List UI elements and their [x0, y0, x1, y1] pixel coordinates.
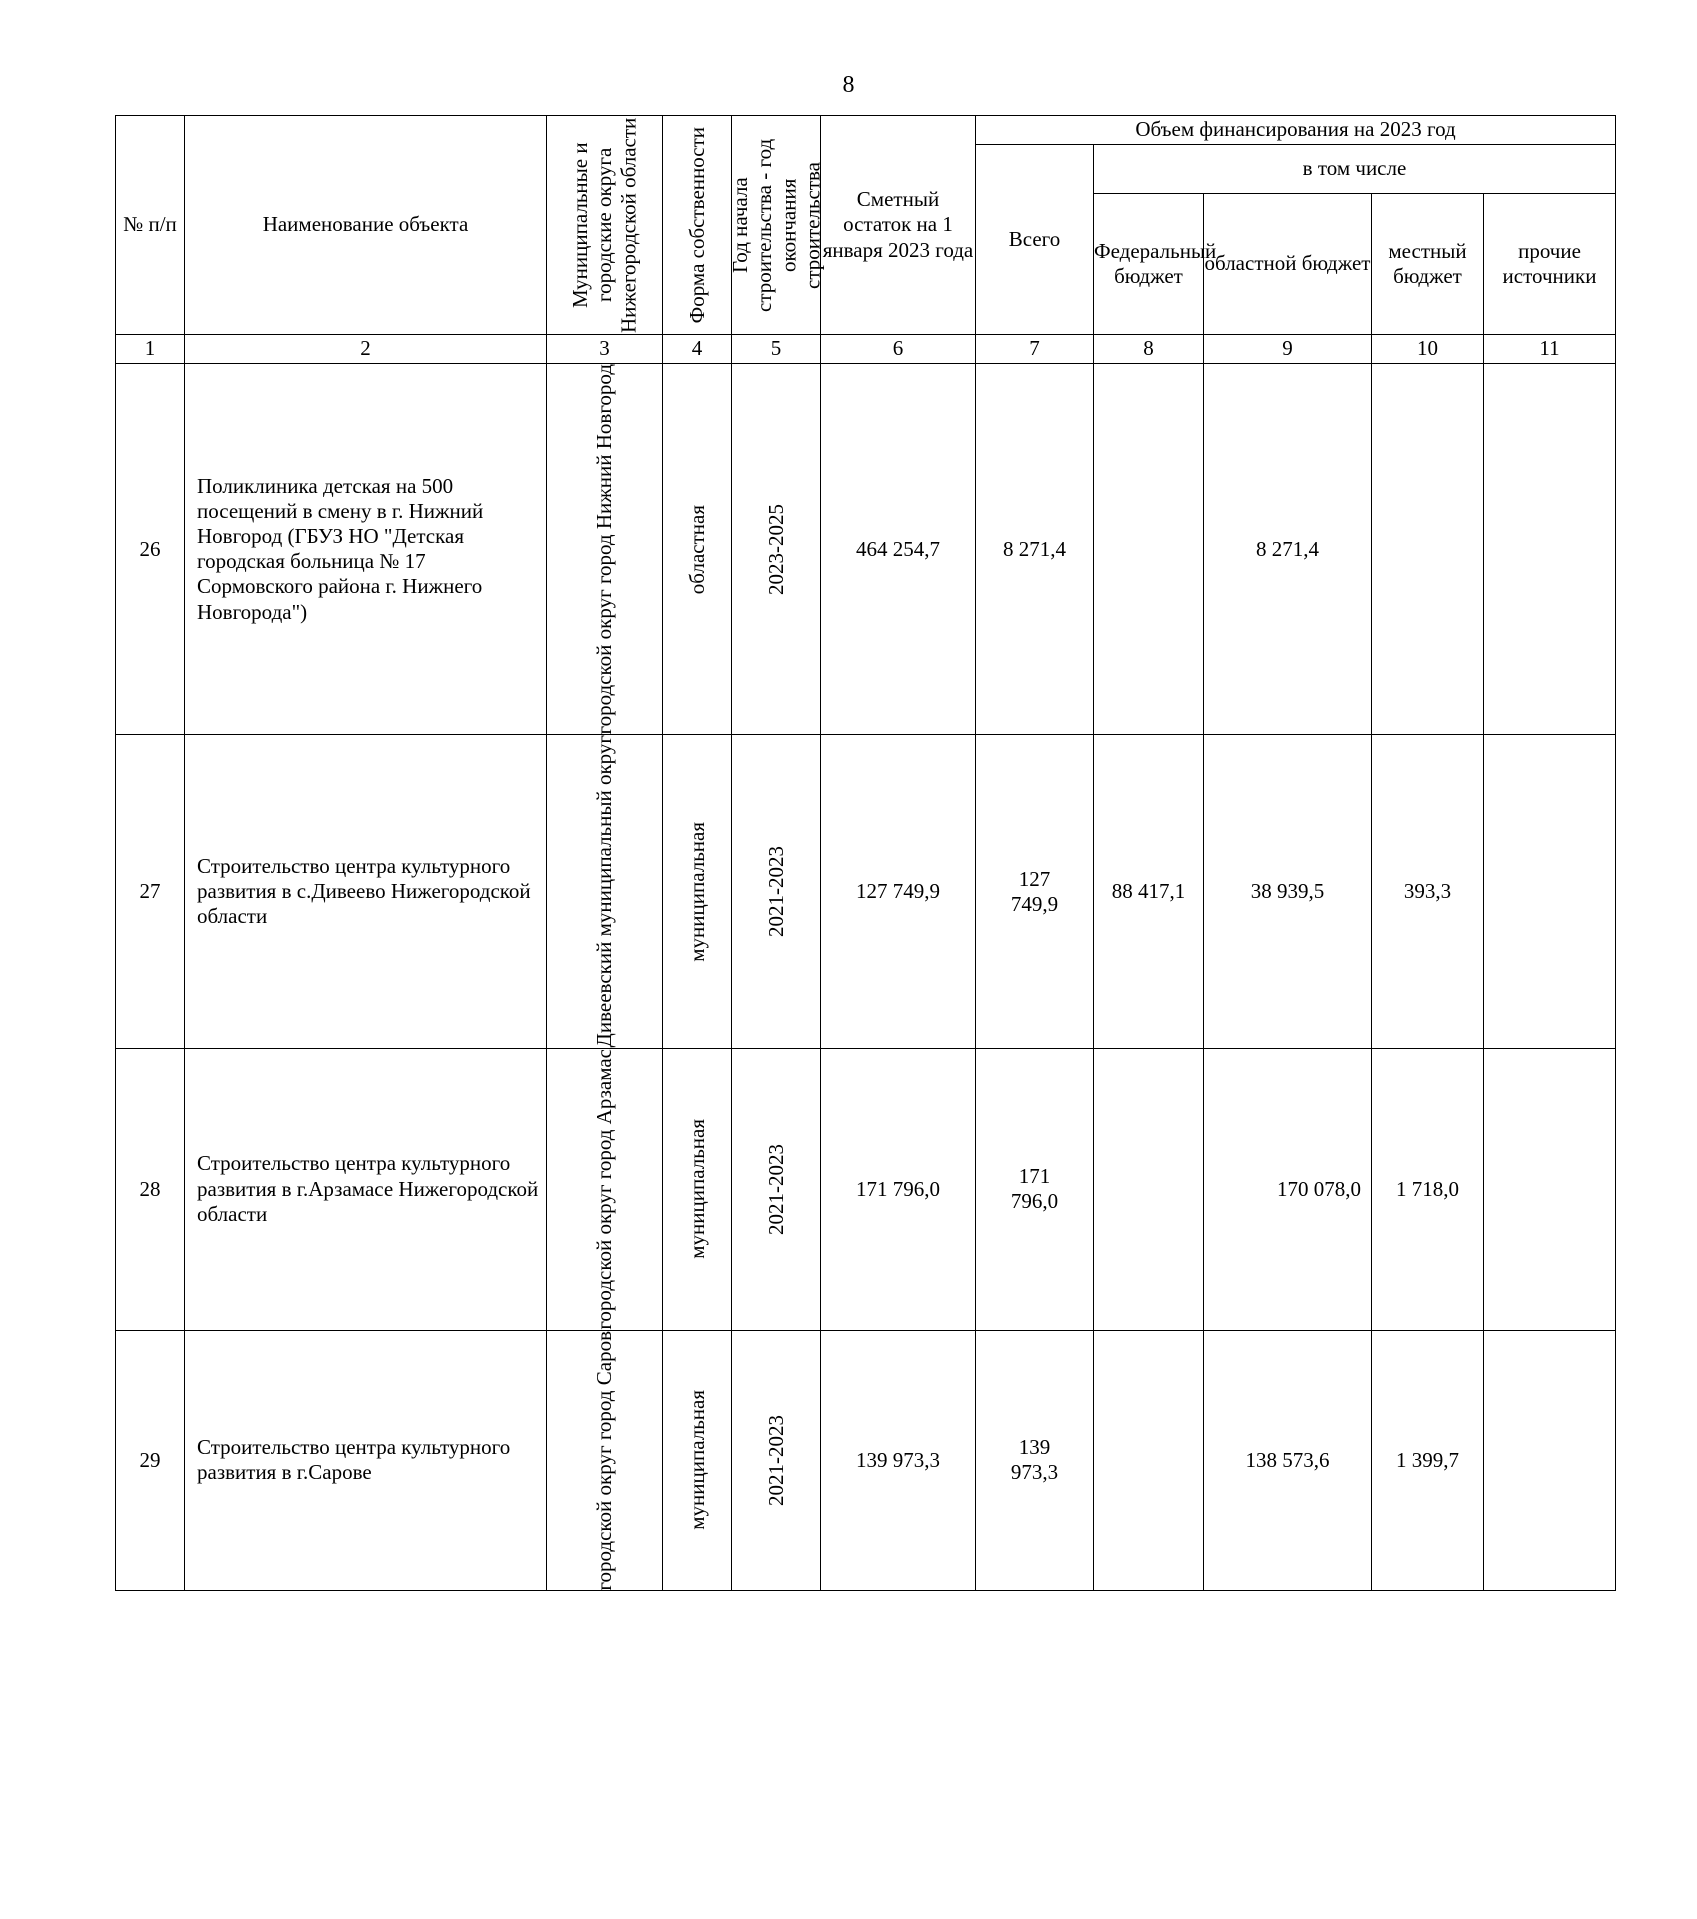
object-name: Строительство центра культурного развития в с.Дивеево Нижегородской области [185, 735, 547, 1048]
column-number: 3 [547, 335, 663, 364]
remainder-value: 171 796,0 [821, 1048, 976, 1330]
local-value [1372, 364, 1484, 735]
district-cell [547, 735, 663, 1048]
district-text: городской округ город Арзамас [592, 1048, 617, 1330]
column-number: 11 [1484, 335, 1616, 364]
total-value: 139 973,3 [976, 1330, 1094, 1591]
ownership-cell [663, 1330, 732, 1591]
header-years [727, 116, 825, 335]
total-value: 127 749,9 [976, 735, 1094, 1048]
column-number: 8 [1094, 335, 1204, 364]
years-text: 2021-2023 [763, 1143, 788, 1235]
other-value [1484, 1048, 1616, 1330]
other-value [1484, 735, 1616, 1048]
federal-value [1094, 364, 1204, 735]
years-text: 2021-2023 [763, 846, 788, 938]
federal-value: 88 417,1 [1094, 735, 1204, 1048]
local-value: 393,3 [1372, 735, 1484, 1048]
column-number-row [116, 335, 1616, 364]
header-years-text: Год начала строительства - год окончания строительства [727, 138, 825, 312]
district-text: городской округ город Саров [592, 1330, 617, 1591]
ownership-text: муниципальная [684, 1390, 709, 1531]
ownership-cell [663, 735, 732, 1048]
years-cell [732, 1330, 821, 1591]
ownership-cell [663, 1048, 732, 1330]
years-text: 2023-2025 [763, 503, 788, 595]
federal-value [1094, 1048, 1204, 1330]
table-row [116, 1048, 1616, 1330]
header-federal: Федеральный бюджет [1094, 194, 1204, 335]
regional-value: 138 573,6 [1204, 1330, 1372, 1591]
row-number: 26 [116, 364, 185, 735]
header-local: местный бюджет [1372, 194, 1484, 335]
row-number: 28 [116, 1048, 185, 1330]
row-number: 29 [116, 1330, 185, 1591]
column-number: 1 [116, 335, 185, 364]
column-number: 6 [821, 335, 976, 364]
local-value: 1 718,0 [1372, 1048, 1484, 1330]
header-number: № п/п [116, 116, 185, 335]
table-row [116, 735, 1616, 1048]
header-funding-group: Объем финансирования на 2023 год [976, 116, 1616, 145]
federal-value [1094, 1330, 1204, 1591]
column-number: 4 [663, 335, 732, 364]
district-cell [547, 1330, 663, 1591]
header-total: Всего [976, 145, 1094, 335]
column-number: 10 [1372, 335, 1484, 364]
header-district-text: Муниципальные и городские округа Нижегородской области [568, 117, 641, 333]
object-name: Поликлиника детская на 500 посещений в смену в г. Нижний Новгород (ГБУЗ НО "Детская городская больница № 17 Сормовского района г. Нижнего Новгорода") [185, 364, 547, 735]
header-object-name: Наименование объекта [185, 116, 547, 335]
district-text: городской округ город Нижний Новгород [592, 364, 617, 735]
header-other: прочие источники [1484, 194, 1616, 335]
object-name: Строительство центра культурного развития в г.Сарове [185, 1330, 547, 1591]
regional-value: 8 271,4 [1204, 364, 1372, 735]
district-cell [547, 1048, 663, 1330]
header-remainder: Сметный остаток на 1 января 2023 года [821, 116, 976, 335]
header-including: в том числе [1094, 145, 1616, 194]
years-cell [732, 364, 821, 735]
column-number: 7 [976, 335, 1094, 364]
header-district [547, 116, 663, 335]
financing-table [115, 115, 1616, 1591]
years-text: 2021-2023 [763, 1414, 788, 1506]
table-row [116, 364, 1616, 735]
years-cell [732, 1048, 821, 1330]
row-number: 27 [116, 735, 185, 1048]
ownership-text: муниципальная [684, 821, 709, 962]
page-number: 8 [842, 72, 855, 98]
column-number: 5 [732, 335, 821, 364]
local-value: 1 399,7 [1372, 1330, 1484, 1591]
remainder-value: 127 749,9 [821, 735, 976, 1048]
other-value [1484, 1330, 1616, 1591]
ownership-cell [663, 364, 732, 735]
header-regional: областной бюджет [1204, 194, 1372, 335]
column-number: 9 [1204, 335, 1372, 364]
table-row [116, 1330, 1616, 1591]
regional-value: 170 078,0 [1204, 1048, 1372, 1330]
ownership-text: муниципальная [684, 1119, 709, 1260]
header-ownership-text: Форма собственности [684, 126, 709, 324]
years-cell [732, 735, 821, 1048]
total-value: 171 796,0 [976, 1048, 1094, 1330]
column-number: 2 [185, 335, 547, 364]
other-value [1484, 364, 1616, 735]
remainder-value: 139 973,3 [821, 1330, 976, 1591]
total-value: 8 271,4 [976, 364, 1094, 735]
remainder-value: 464 254,7 [821, 364, 976, 735]
header-ownership [663, 116, 732, 335]
regional-value: 38 939,5 [1204, 735, 1372, 1048]
object-name: Строительство центра культурного развития в г.Арзамасе Нижегородской области [185, 1048, 547, 1330]
district-text: Дивеевский муниципальный округ [592, 735, 617, 1048]
ownership-text: областная [684, 504, 709, 594]
district-cell [547, 364, 663, 735]
